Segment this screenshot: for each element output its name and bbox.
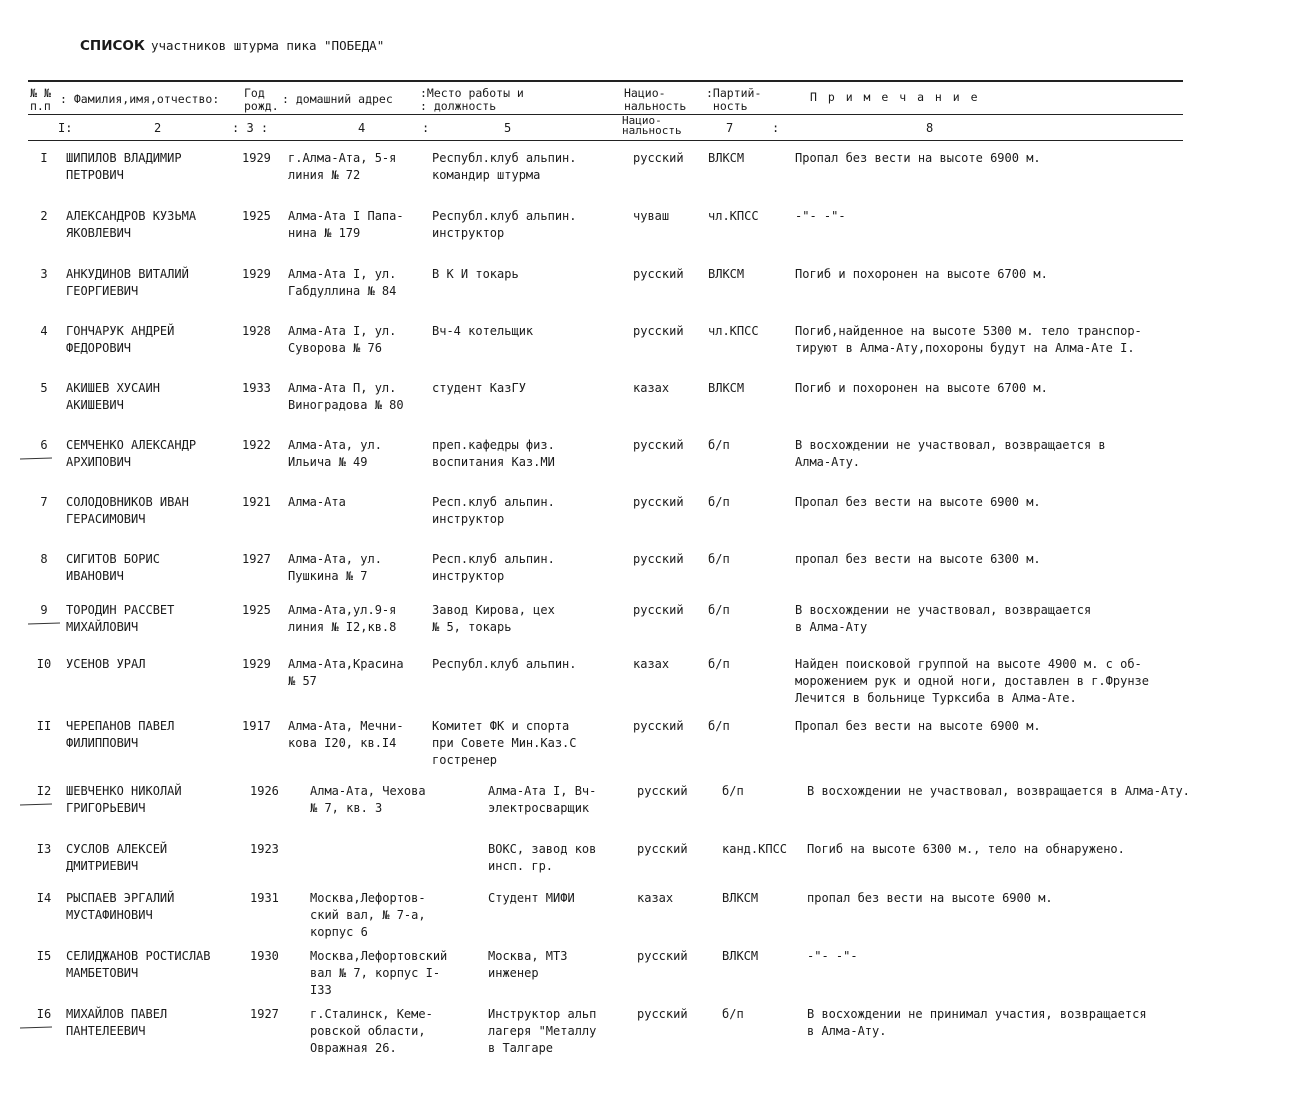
cell-party: ВЛКСМ: [722, 891, 759, 905]
cell-name: ТОРОДИН РАССВЕТ МИХАЙЛОВИЧ: [66, 603, 175, 634]
cell-address: г.Сталинск, Кеме- ровской области, Овражная 26.: [310, 1007, 433, 1055]
cell-nationality: русский: [637, 1007, 688, 1021]
cell-year: 1922: [242, 438, 271, 452]
cell-party: ВЛКСМ: [708, 267, 745, 281]
title-bold: СПИСОК: [80, 38, 145, 54]
cell-note: В восхождении не участвовал, возвращается в Алма-Ату: [795, 603, 1092, 634]
handwritten-underline-mark: [20, 457, 52, 459]
cell-work: Инструктор альп лагеря "Металлу в Талгаре: [488, 1007, 597, 1055]
header-nationality: Нацио- нальность: [624, 86, 687, 113]
cell-year: 1921: [242, 495, 271, 509]
cell-name: ШЕВЧЕНКО НИКОЛАЙ ГРИГОРЬЕВИЧ: [66, 784, 182, 815]
cell-name: СОЛОДОВНИКОВ ИВАН ГЕРАСИМОВИЧ: [66, 495, 189, 526]
cell-name: АКИШЕВ ХУСАИН АКИШЕВИЧ: [66, 381, 160, 412]
cell-no: II: [36, 719, 52, 733]
cell-year: 1931: [250, 891, 279, 905]
cell-work: Комитет ФК и спорта при Совете Мин.Каз.С гостренер: [432, 719, 577, 767]
handwritten-underline-mark: [28, 622, 60, 624]
cell-nationality: русский: [633, 324, 684, 338]
cell-no: I6: [36, 1007, 52, 1021]
cell-note: пропал без вести на высоте 6300 м.: [795, 552, 1041, 566]
column-number-8: 8: [926, 121, 934, 135]
cell-nationality: русский: [633, 438, 684, 452]
cell-address: Москва,Лефортовский вал № 7, корпус I-I33: [310, 949, 448, 997]
cell-address: Алма-Ата,ул.9-я линия № I2,кв.8: [288, 603, 397, 634]
column-number-6: Нацио- нальность: [622, 114, 682, 137]
cell-note: В восхождении не принимал участия, возвращается в Алма-Ату.: [807, 1007, 1147, 1038]
cell-no: I0: [36, 657, 52, 671]
cell-note: Погиб на высоте 6300 м., тело на обнаружено.: [807, 842, 1125, 856]
cell-no: 9: [40, 603, 48, 617]
cell-work: Респ.клуб альпин. инструктор: [432, 495, 555, 526]
cell-address: Алма-Ата I, ул. Суворова № 76: [288, 324, 397, 355]
cell-address: Алма-Ата: [288, 495, 346, 509]
cell-nationality: русский: [633, 719, 684, 733]
cell-party: б/п: [708, 438, 730, 452]
cell-year: 1933: [242, 381, 271, 395]
cell-address: Алма-Ата, ул. Пушкина № 7: [288, 552, 382, 583]
cell-address: Алма-Ата, ул. Ильича № 49: [288, 438, 382, 469]
header-note: П р и м е ч а н и е: [810, 90, 980, 104]
cell-nationality: казах: [633, 657, 670, 671]
cell-name: СИГИТОВ БОРИС ИВАНОВИЧ: [66, 552, 160, 583]
cell-year: 1923: [250, 842, 279, 856]
header-mid-rule: [28, 114, 1183, 115]
cell-note: Найден поисковой группой на высоте 4900 м. с об- морожением рук и одной ноги, доставлен в г.Фрунзе Лечится в больнице Турксиба в Алма-Ате.: [795, 657, 1150, 705]
cell-note: Пропал без вести на высоте 6900 м.: [795, 495, 1041, 509]
cell-no: 6: [40, 438, 48, 452]
column-number-2: 2: [154, 121, 162, 135]
cell-address: Алма-Ата,Красина № 57: [288, 657, 404, 688]
cell-work: Республ.клуб альпин.: [432, 657, 577, 671]
cell-party: б/п: [708, 603, 730, 617]
cell-no: 8: [40, 552, 48, 566]
cell-work: Студент МИФИ: [488, 891, 575, 905]
cell-name: АНКУДИНОВ ВИТАЛИЙ ГЕОРГИЕВИЧ: [66, 267, 189, 298]
cell-work: Москва, МТЗ инженер: [488, 949, 568, 980]
cell-name: СУСЛОВ АЛЕКСЕЙ ДМИТРИЕВИЧ: [66, 842, 168, 873]
cell-no: I2: [36, 784, 52, 798]
column-number-4: 4: [358, 121, 366, 135]
cell-party: б/п: [708, 719, 730, 733]
cell-year: 1925: [242, 209, 271, 223]
cell-nationality: русский: [633, 552, 684, 566]
cell-note: В восхождении не участвовал, возвращается в Алма-Ату.: [795, 438, 1106, 469]
cell-address: Алма-Ата, Мечни- кова I20, кв.I4: [288, 719, 404, 750]
cell-party: ВЛКСМ: [722, 949, 759, 963]
cell-work: Республ.клуб альпин. командир штурма: [432, 151, 577, 182]
cell-address: Алма-Ата I, ул. Габдуллина № 84: [288, 267, 397, 298]
cell-work: преп.кафедры физ. воспитания Каз.МИ: [432, 438, 555, 469]
cell-no: 5: [40, 381, 48, 395]
cell-work: В К И токарь: [432, 267, 519, 281]
cell-name: ГОНЧАРУК АНДРЕЙ ФЕДОРОВИЧ: [66, 324, 175, 355]
header-work: :Место работы и : должность: [420, 86, 524, 113]
cell-year: 1929: [242, 657, 271, 671]
cell-party: канд.КПСС: [722, 842, 788, 856]
cell-work: Алма-Ата I, Вч- электросварщик: [488, 784, 597, 815]
title-rest: участников штурма пика "ПОБЕДА": [150, 38, 385, 53]
cell-nationality: русский: [637, 784, 688, 798]
cell-work: Завод Кирова, цех № 5, токарь: [432, 603, 555, 634]
cell-nationality: казах: [633, 381, 670, 395]
header-address: : домашний адрес: [282, 92, 393, 106]
cell-party: чл.КПСС: [708, 324, 759, 338]
cell-address: Алма-Ата П, ул. Виноградова № 80: [288, 381, 404, 412]
cell-year: 1929: [242, 151, 271, 165]
cell-note: Пропал без вести на высоте 6900 м.: [795, 719, 1041, 733]
handwritten-underline-mark: [20, 1026, 52, 1028]
header-party: :Партий- ность: [706, 86, 762, 113]
cell-party: б/п: [722, 784, 744, 798]
cell-no: I5: [36, 949, 52, 963]
header-name: : Фамилия,имя,отчество:: [60, 92, 220, 106]
cell-note: -"- -"-: [807, 949, 858, 963]
column-number-3: : 3 :: [232, 121, 269, 135]
cell-work: Республ.клуб альпин. инструктор: [432, 209, 577, 240]
cell-name: УСЕНОВ УРАЛ: [66, 657, 146, 671]
cell-no: 4: [40, 324, 48, 338]
cell-name: АЛЕКСАНДРОВ КУЗЬМА ЯКОВЛЕВИЧ: [66, 209, 197, 240]
cell-year: 1926: [250, 784, 279, 798]
cell-year: 1927: [242, 552, 271, 566]
cell-no: I: [40, 151, 48, 165]
cell-party: чл.КПСС: [708, 209, 759, 223]
cell-address: г.Алма-Ата, 5-я линия № 72: [288, 151, 397, 182]
cell-no: I4: [36, 891, 52, 905]
cell-address: Алма-Ата I Папа- нина № 179: [288, 209, 404, 240]
cell-name: ШИПИЛОВ ВЛАДИМИР ПЕТРОВИЧ: [66, 151, 182, 182]
cell-name: РЫСПАЕВ ЭРГАЛИЙ МУСТАФИНОВИЧ: [66, 891, 175, 922]
cell-nationality: русский: [637, 842, 688, 856]
cell-address: Алма-Ата, Чехова № 7, кв. 3: [310, 784, 426, 815]
cell-name: СЕМЧЕНКО АЛЕКСАНДР АРХИПОВИЧ: [66, 438, 197, 469]
cell-note: В восхождении не участвовал, возвращается в Алма-Ату.: [807, 784, 1190, 798]
cell-year: 1917: [242, 719, 271, 733]
cell-year: 1925: [242, 603, 271, 617]
cell-work: Вч-4 котельщик: [432, 324, 534, 338]
cell-no: I3: [36, 842, 52, 856]
cell-work: ВОКС, завод ков инсп. гр.: [488, 842, 597, 873]
cell-note: Погиб и похоронен на высоте 6700 м.: [795, 267, 1048, 281]
cell-name: МИХАЙЛОВ ПАВЕЛ ПАНТЕЛЕЕВИЧ: [66, 1007, 168, 1038]
cell-nationality: русский: [637, 949, 688, 963]
cell-note: Пропал без вести на высоте 6900 м.: [795, 151, 1041, 165]
cell-nationality: русский: [633, 267, 684, 281]
cell-party: б/п: [708, 552, 730, 566]
cell-note: Погиб,найденное на высоте 5300 м. тело транспор- тируют в Алма-Ату,похороны будут на Алма-Ате I.: [795, 324, 1142, 355]
column-number-sep2: :: [772, 121, 780, 135]
cell-party: ВЛКСМ: [708, 151, 745, 165]
header-year: Год рожд.: [244, 86, 279, 113]
cell-work: Респ.клуб альпин. инструктор: [432, 552, 555, 583]
column-number-sep: :: [422, 121, 430, 135]
cell-party: б/п: [722, 1007, 744, 1021]
cell-address: Москва,Лефортов- ский вал, № 7-а, корпус 6: [310, 891, 426, 939]
cell-work: студент КазГУ: [432, 381, 526, 395]
cell-year: 1927: [250, 1007, 279, 1021]
cell-name: СЕЛИДЖАНОВ РОСТИСЛАВ МАМБЕТОВИЧ: [66, 949, 211, 980]
cell-no: 3: [40, 267, 48, 281]
header-number: № № п.п: [30, 86, 51, 113]
cell-year: 1930: [250, 949, 279, 963]
cell-no: 7: [40, 495, 48, 509]
cell-note: пропал без вести на высоте 6900 м.: [807, 891, 1053, 905]
header-bottom-rule: [28, 140, 1183, 141]
header-top-rule: [28, 80, 1183, 82]
cell-note: Погиб и похоронен на высоте 6700 м.: [795, 381, 1048, 395]
cell-note: -"- -"-: [795, 209, 846, 223]
cell-nationality: русский: [633, 495, 684, 509]
column-number-1: I:: [58, 121, 73, 135]
cell-year: 1929: [242, 267, 271, 281]
cell-party: б/п: [708, 657, 730, 671]
cell-nationality: русский: [633, 603, 684, 617]
cell-year: 1928: [242, 324, 271, 338]
document-title: [80, 38, 384, 54]
column-number-5: 5: [504, 121, 512, 135]
cell-name: ЧЕРЕПАНОВ ПАВЕЛ ФИЛИППОВИЧ: [66, 719, 175, 750]
cell-nationality: русский: [633, 151, 684, 165]
cell-party: ВЛКСМ: [708, 381, 745, 395]
cell-no: 2: [40, 209, 48, 223]
cell-nationality: чуваш: [633, 209, 670, 223]
column-number-7: 7: [726, 121, 734, 135]
handwritten-underline-mark: [20, 803, 52, 805]
cell-nationality: казах: [637, 891, 674, 905]
cell-party: б/п: [708, 495, 730, 509]
